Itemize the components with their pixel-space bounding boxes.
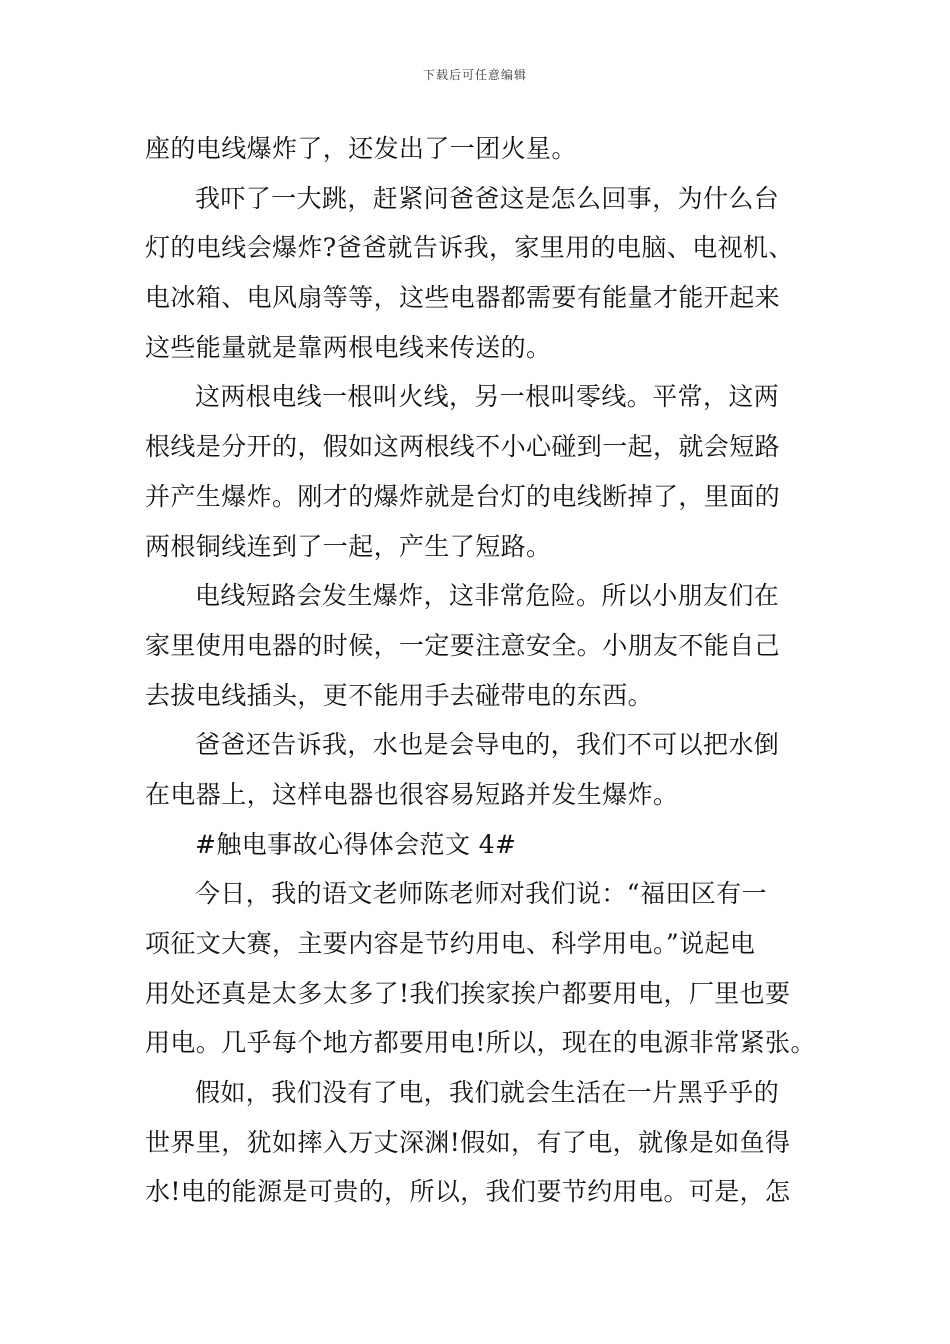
- text-line: #触电事故心得体会范文 4#: [195, 829, 517, 859]
- text-line: 灯的电线会爆炸?爸爸就告诉我，家里用的电脑、电视机、: [145, 233, 794, 263]
- page-header: 下载后可任意编辑: [422, 68, 527, 82]
- text-line: 用处还真是太多太多了!我们挨家挨户都要用电，厂里也要: [145, 978, 791, 1008]
- text-line: 水!电的能源是可贵的，所以，我们要节约用电。可是，怎: [145, 1177, 791, 1207]
- text-line: 电线短路会发生爆炸，这非常危险。所以小朋友们在: [195, 581, 780, 611]
- text-line: 这两根电线一根叫火线，另一根叫零线。平常，这两: [195, 382, 780, 412]
- text-line: 家里使用电器的时候，一定要注意安全。小朋友不能自己: [145, 630, 781, 660]
- text-line: 在电器上，这样电器也很容易短路并发生爆炸。: [145, 779, 679, 809]
- text-line: 并产生爆炸。刚才的爆炸就是台灯的电线断掉了，里面的: [145, 481, 781, 511]
- text-line: 世界里，犹如摔入万丈深渊!假如，有了电，就像是如鱼得: [145, 1127, 791, 1157]
- text-line: 今日，我的语文老师陈老师对我们说：“福田区有一: [195, 879, 767, 909]
- text-line: 两根铜线连到了一起，产生了短路。: [145, 531, 552, 561]
- document-body: [145, 124, 816, 1217]
- text-line: 爸爸还告诉我，水也是会导电的，我们不可以把水倒: [195, 730, 780, 760]
- text-line: 电冰箱、电风扇等等，这些电器都需要有能量才能开起来: [145, 283, 781, 313]
- text-line: 我吓了一大跳，赶紧问爸爸这是怎么回事，为什么台: [195, 183, 780, 213]
- text-line: 根线是分开的，假如这两根线不小心碰到一起，就会短路: [145, 432, 781, 462]
- text-line: 这些能量就是靠两根电线来传送的。: [145, 332, 552, 362]
- text-line: 去拔电线插头，更不能用手去碰带电的东西。: [145, 680, 654, 710]
- text-line: 假如，我们没有了电，我们就会生活在一片黑乎乎的: [195, 1078, 780, 1108]
- text-line: 用电。几乎每个地方都要用电!所以，现在的电源非常紧张。: [145, 1028, 816, 1058]
- text-line: 座的电线爆炸了，还发出了一团火星。: [145, 134, 577, 163]
- text-line: 项征文大赛，主要内容是节约用电、科学用电。”说起电: [145, 929, 756, 958]
